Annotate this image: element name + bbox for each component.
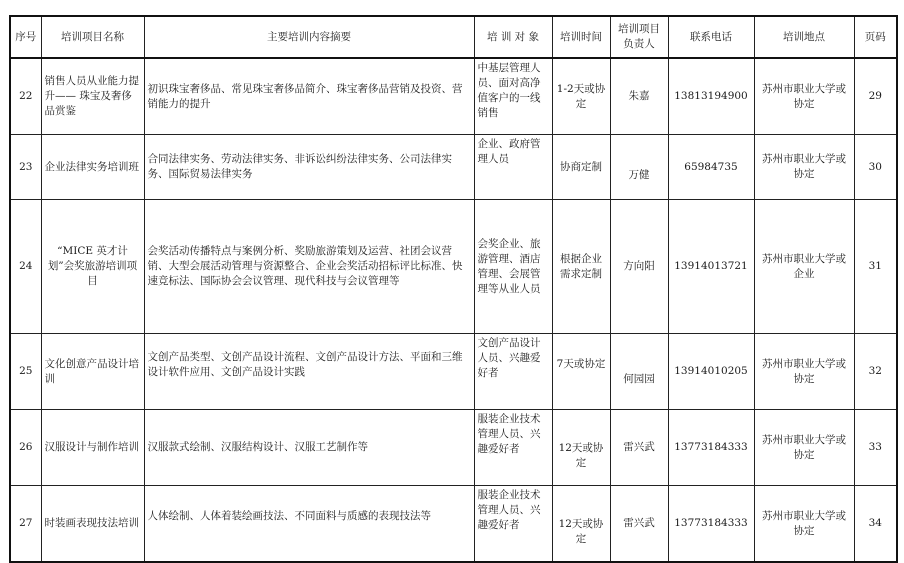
cell-phone: 13773184333 — [668, 486, 754, 563]
cell-name: 文化创意产品设计培训 — [41, 334, 144, 410]
cell-page: 34 — [854, 486, 897, 563]
header-target: 培 训 对 象 — [474, 16, 552, 58]
cell-summary-text: 文创产品类型、文创产品设计流程、文创产品设计方法、平面和三维设计软件应用、文创产品设计实践 — [147, 350, 463, 378]
cell-name: “MICE 英才计划”会奖旅游培训项目 — [41, 200, 144, 334]
table-row — [10, 410, 897, 486]
cell-no: 25 — [10, 334, 41, 410]
cell-page: 33 — [854, 410, 897, 486]
table-row — [10, 135, 897, 200]
header-time: 培训时间 — [552, 16, 610, 58]
cell-phone: 13773184333 — [668, 410, 754, 486]
cell-time — [552, 486, 610, 563]
cell-location: 苏州市职业大学或协定 — [754, 410, 854, 486]
cell-summary: 初识珠宝奢侈品、常见珠宝奢侈品简介、珠宝奢侈品营销及投资、营销能力的提升 — [144, 58, 474, 135]
cell-phone: 65984735 — [668, 135, 754, 200]
cell-target: 服装企业技术管理人员、兴趣爱好者 — [474, 486, 552, 563]
cell-time — [552, 410, 610, 486]
table-row — [10, 58, 897, 135]
cell-location: 苏州市职业大学或协定 — [754, 486, 854, 563]
cell-target: 会奖企业、旅游管理、酒店管理、会展管理等从业人员 — [474, 200, 552, 334]
cell-no: 22 — [10, 58, 41, 135]
header-location: 培训地点 — [754, 16, 854, 58]
header-phone: 联系电话 — [668, 16, 754, 58]
cell-target: 文创产品设计人员、兴趣爱好者 — [474, 334, 552, 410]
cell-summary: 合同法律实务、劳动法律实务、非诉讼纠纷法律实务、公司法律实务、国际贸易法律实务 — [144, 135, 474, 200]
cell-no: 24 — [10, 200, 41, 334]
header-no: 序号 — [10, 16, 41, 58]
cell-phone: 13813194900 — [668, 58, 754, 135]
training-table — [9, 15, 898, 563]
cell-summary: 汉服款式绘制、汉服结构设计、汉服工艺制作等 — [144, 410, 474, 486]
cell-no: 27 — [10, 486, 41, 563]
cell-page: 31 — [854, 200, 897, 334]
cell-summary — [144, 334, 474, 410]
cell-page: 32 — [854, 334, 897, 410]
cell-location: 苏州市职业大学或协定 — [754, 334, 854, 410]
cell-no: 26 — [10, 410, 41, 486]
header-name: 培训项目名称 — [41, 16, 144, 58]
cell-owner: 方向阳 — [610, 200, 668, 334]
cell-target: 服装企业技术管理人员、兴趣爱好者 — [474, 410, 552, 486]
cell-name: 时装画表现技法培训 — [41, 486, 144, 563]
cell-phone: 13914013721 — [668, 200, 754, 334]
cell-owner — [610, 135, 668, 200]
cell-target: 企业、政府管理人员 — [474, 135, 552, 200]
cell-location: 苏州市职业大学或协定 — [754, 58, 854, 135]
cell-owner: 雷兴武 — [610, 486, 668, 563]
cell-time-text: 12天或协定 — [558, 517, 604, 545]
cell-name: 销售人员从业能力提升—— 珠宝及奢侈品赏鉴 — [41, 58, 144, 135]
cell-time: 协商定制 — [552, 135, 610, 200]
table-row — [10, 200, 897, 334]
cell-time-text: 12天或协定 — [558, 441, 604, 469]
table-row — [10, 486, 897, 563]
cell-target: 中基层管理人员、面对高净值客户的一线销售 — [474, 58, 552, 135]
table-row — [10, 334, 897, 410]
cell-phone: 13914010205 — [668, 334, 754, 410]
cell-name: 汉服设计与制作培训 — [41, 410, 144, 486]
cell-summary — [144, 486, 474, 563]
cell-time: 根据企业需求定制 — [552, 200, 610, 334]
header-owner: 培训项目负责人 — [610, 16, 668, 58]
cell-owner: 朱嘉 — [610, 58, 668, 135]
cell-owner-text: 万健 — [628, 168, 650, 181]
cell-owner: 雷兴武 — [610, 410, 668, 486]
cell-page: 30 — [854, 135, 897, 200]
cell-page: 29 — [854, 58, 897, 135]
cell-no: 23 — [10, 135, 41, 200]
cell-name: 企业法律实务培训班 — [41, 135, 144, 200]
cell-owner-text: 何园园 — [623, 373, 655, 385]
header-page: 页码 — [854, 16, 897, 58]
cell-time-text: 7天或协定 — [556, 358, 606, 370]
cell-location: 苏州市职业大学或协定 — [754, 135, 854, 200]
header-summary: 主要培训内容摘要 — [144, 16, 474, 58]
cell-summary-text: 人体绘制、人体着装绘画技法、不同面料与质感的表现技法等 — [147, 510, 431, 522]
cell-time: 1-2天或协定 — [552, 58, 610, 135]
cell-summary: 会奖活动传播特点与案例分析、奖励旅游策划及运营、社团会议营销、大型会展活动管理与资源整合、企业会奖活动招标评比标准、快速竞标法、国际协会会议管理、现代科技与会议管理等 — [144, 200, 474, 334]
cell-location: 苏州市职业大学或企业 — [754, 200, 854, 334]
cell-owner — [610, 334, 668, 410]
table-header-row — [10, 16, 897, 58]
cell-time — [552, 334, 610, 410]
